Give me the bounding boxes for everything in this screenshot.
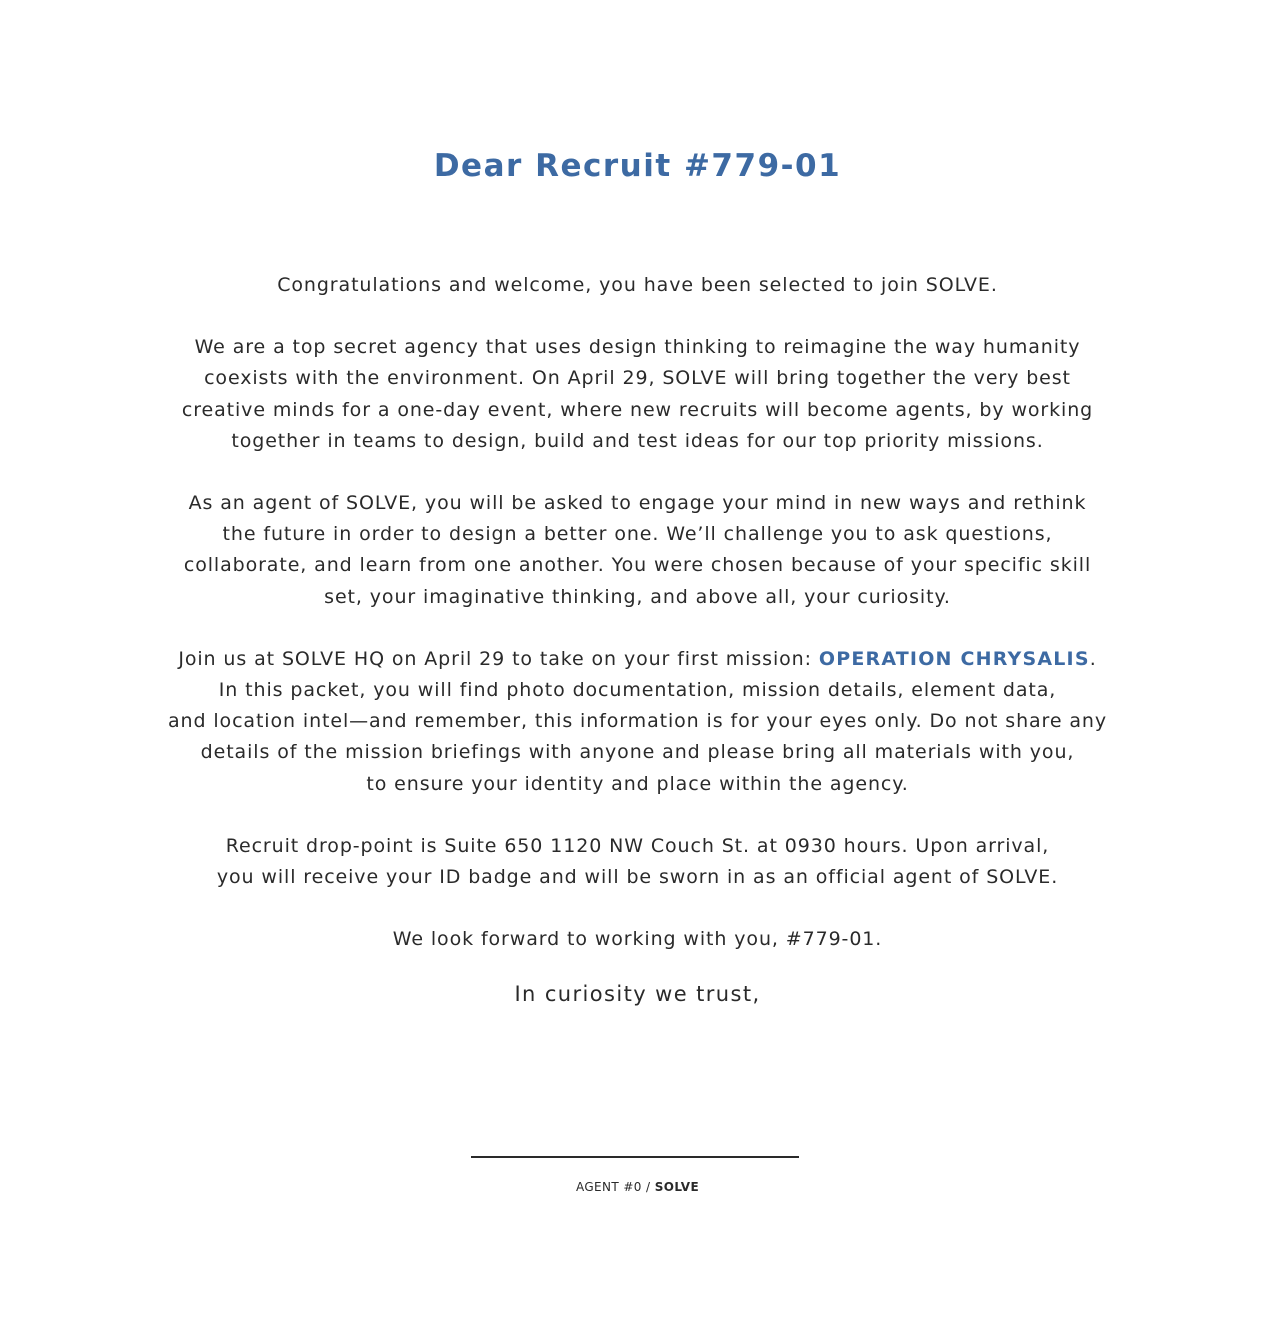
paragraph-farewell (140, 924, 1135, 955)
paragraph-agent-role (140, 488, 1135, 613)
text-line: In this packet, you will find photo documentation, mission details, element data, (218, 679, 1057, 702)
paragraph-agency (140, 332, 1135, 457)
text-line: you will receive your ID badge and will be sworn in as an official agent of SOLVE. (216, 866, 1059, 889)
text-line: details of the mission briefings with anyone and please bring all materials with you, (200, 741, 1075, 764)
signature-org: SOLVE (654, 1180, 700, 1194)
text-line (140, 644, 1135, 675)
letter-title: Dear Recruit #779-01 (433, 148, 842, 184)
text-line: collaborate, and learn from one another. You were chosen because of your specific skill (183, 554, 1092, 577)
mission-intro: Join us at SOLVE HQ on April 29 to take on your first mission: (178, 647, 819, 670)
mission-period: . (1089, 647, 1097, 670)
text-line: We look forward to working with you, #779-01. (392, 928, 883, 951)
text-line: Recruit drop-point is Suite 650 1120 NW Couch St. at 0930 hours. Upon arrival, (225, 834, 1050, 857)
signature-line (471, 1156, 799, 1158)
mission-name: OPERATION CHRYSALIS (818, 647, 1090, 670)
text-line: coexists with the environment. On April 29, SOLVE will bring together the very best (204, 367, 1071, 390)
signature-label (0, 1180, 1275, 1194)
signature-agent: AGENT #0 / (575, 1180, 655, 1194)
paragraph-drop-point (140, 831, 1135, 893)
text-line: set, your imaginative thinking, and above all, your curiosity. (324, 585, 951, 608)
paragraph-mission (140, 644, 1135, 800)
letter-body (140, 270, 1135, 986)
paragraph-welcome (140, 270, 1135, 301)
text-line: As an agent of SOLVE, you will be asked to engage your mind in new ways and rethink (188, 492, 1087, 515)
closing-line: In curiosity we trust, (514, 982, 761, 1006)
text-line: the future in order to design a better one. We’ll challenge you to ask questions, (222, 523, 1053, 546)
text-line: creative minds for a one-day event, where new recruits will become agents, by working (181, 398, 1094, 421)
text-line: We are a top secret agency that uses design thinking to reimagine the way humanity (194, 336, 1081, 359)
text-line: to ensure your identity and place within the agency. (366, 772, 909, 795)
text-line: Congratulations and welcome, you have been selected to join SOLVE. (277, 274, 998, 296)
text-line: together in teams to design, build and test ideas for our top priority missions. (231, 429, 1044, 452)
text-line: and location intel—and remember, this information is for your eyes only. Do not share any (167, 710, 1108, 733)
